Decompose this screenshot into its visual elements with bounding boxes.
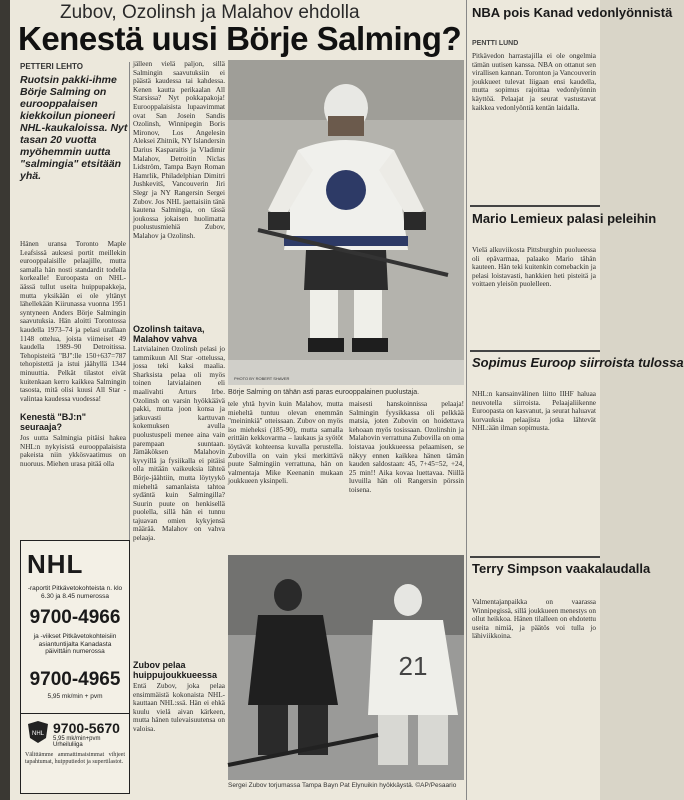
svg-text:21: 21: [398, 651, 428, 681]
sidebar-title: Kenestä "BJ:n" seuraaja?: [20, 412, 87, 432]
ad-phone-1: 9700-4966: [29, 607, 121, 628]
article-lead: Ruotsin pakki-ihme Börje Salming on eurooppalaisen kiekkoilun pioneeri NHL-kaukaloissa. Nyt tasan 20 vuotta myöhemmin uutta "salmingia" etsitään yhä.: [20, 74, 128, 182]
right-column-rule: [466, 0, 467, 800]
subheading-zubov: Zubov pelaa huippujoukkueessa: [133, 660, 218, 680]
right-divider-1: [470, 205, 600, 207]
article-column-2b: Latvialainen Ozolinsh pelasi jo tammikuun All Star -ottelussa, jossa teki kaksi maalia. Sharksista pelaa oli myös toinen latvialainen eli maalivahti Arturs Irbe. Ozolinsh on varsin hyökkäävä pakki, mutta joon konsa ja jatkuvasti karttuvan kokemuksen avulla puolustuspeli menee aina vain parempaan suuntaan. Jämäköksen Malahovin kyvyillä ja fysiikalla ei pitäisi olla mitään vaikeuksia lähteä Börje-jäähtiin, mutta löytyykö mieheltä samanlaista tahtoa sydäntä kuin Salmingilla? Suurin puute on henkisellä puolella, sillä hän ei tunnu tajuavan omien kykyjensä määrää. Malahov on vahva pelaaja.: [133, 345, 225, 543]
ad-subtitle: -raportit Pitkävetokohteista n. klo 6.30 ja 8.45 numerossa: [27, 585, 123, 600]
hockey-player-illustration: [228, 60, 464, 385]
ad-mid-text: ja -viikset Pitkävetokohteisiin asiantuntijalta Kanadasta päivittäin numerossa: [33, 633, 117, 655]
ad-bottom-label: 5,95 mk/min+pvm Urheiluliiga: [53, 736, 101, 748]
right-divider-3: [470, 556, 600, 558]
article-column-1: Hänen uransa Toronto Maple Leafsissä auksesi portit meillekin eurooppalaisille pelaajille, mutta samalla hän nosti standardit todella korkealle! Euroopasta on NHL-äässä tullut useita huippupakkeja, mutta yksikään ei ole yltänyt lähellekään Kiirunassa vuonna 1951 syntyneen Anders Börje Salmingin saavutuksia. Hän aloitti Torontossa kaudella 1973–74 ja pelasi urallaan 1148 ottelua, joista viimeiset 49 kaudella 1989–90 Detroitissa. Tehopisteitä "BJ":lle 150+637=787 tehopistettä ja istui jäähyllä 1344 minuuttia. Pelkät tilastot eivät kuitenkaan kerro kaikkea Salmingin tasosta, mitä olisi kuusi All Star -valintaa kaudessa vuodessa!: [20, 240, 126, 403]
article-column-3: tele yhtä hyvin kuin Malahov, mutta mieheltä tuntuu olevan enemmän "meininkiä" otteissaan. Zubov on myös iso mieheksi (185-90), mutta samalla erittäin kekkovarma – laukaus ja syötöt löytävät kohteensa kuvalla perustella. Zubovilla on vain yksi merkittävä puute Salmingiin verrattuna, hän on valmentaja Mike Keenanin mukaan joukkueen yksinpeli.: [228, 400, 343, 486]
right-headline-4: Terry Simpson vaakalaudalla: [472, 561, 651, 576]
right-text-2: Vielä alkuviikosta Pittsburghin puolueessa oli epävarmaa, palaako Mario tähän kauteen. Hän teki kuitenkin comebackin ja pelasi loistavasti, hankkien heti pisteitä ja voittaen yleisön puolelleen.: [472, 246, 596, 289]
ad-bottom-box: [21, 713, 129, 794]
nhl-logo-text: NHL: [27, 549, 84, 579]
subheading-ozolinsh: Ozolinsh taitava, Malahov vahva: [133, 324, 205, 344]
article-column-4: maisesti hanskoinnissa pelaaja! Salmingin fyysikkassa oli pelkkää matsia, joten Zubovin on hoidettava kehoaan myös tosissaan. Ozolinshin ja Malahovin verrattuna Zubovilla on oma loistavaa joukkueessa pelaamisen, se näkyy ennen kaikkea hänen tämän kauden saldostaan: 45, 7+45=52, +24, 25 min!! Aika kovaa luettavaa. Niillä luvuilla hän oli Rangersin pörssin toisena.: [349, 400, 464, 494]
right-headline-2: Mario Lemieux palasi peleihin: [472, 211, 657, 226]
right-headline-3: Sopimus Euroop siirroista tulossa: [472, 355, 684, 370]
right-text-4: Valmentajanpaikka on vaarassa Winnipegissä, sillä joukkueen menestys on ollut heikkoa. Hänen tilalleen on ehdotettu useita nimiä, ja päätös voi tulla jo lähiviikkoina.: [472, 598, 596, 641]
right-divider-2: [470, 350, 600, 352]
right-text-1: Pitkävedon harrastajilla ei ole ongelmia tämän uutisen kanssa. NBA on ottanut sen virallisen kannan. Toronton ja Vancouverin joukkueet tulevat liigaan ensi kaudella, mutta sopimus rajoittaa vedonlyönnin käyttöä. Pelaajat ja seurat vastustavat kaikkea vedonlyöntiä kentän laidalla.: [472, 52, 596, 112]
article-headline: Kenestä uusi Börje Salming?: [18, 20, 462, 57]
article-byline: PETTERI LEHTO: [20, 62, 83, 71]
photo-credit: PHOTO BY ROBERT SHAVER: [234, 376, 290, 381]
photo-zubov: [228, 555, 464, 780]
article-kicker: Zubov, Ozolinsh ja Malahov ehdolla: [60, 2, 360, 23]
nhl-advertisement: [20, 540, 130, 794]
right-headline-1: NBA pois Kanad vedonlyönnistä: [472, 5, 673, 20]
nhl-shield-icon: [27, 720, 49, 744]
sidebar-text: Jos uutta Salmingia pitäisi hakea NHL:n nykyisistä eurooppalaisista pakeista niin ykkösvaatimus on nuoruus. Miehen urasa pitää olla: [20, 434, 126, 468]
ad-fine-print: Välittämme ammattimaisimmat vihjeet tapahtumat, huipputiedot ja supertilastot.: [25, 752, 125, 765]
photo-salming: [228, 60, 464, 385]
svg-text:NHL: NHL: [31, 731, 45, 737]
right-byline-1: PENTTI LUND: [472, 40, 519, 47]
photo-main-caption: Börje Salming on tähän asti paras eurooppalainen puolustaja.: [228, 389, 420, 396]
hockey-action-illustration: [228, 555, 464, 780]
photo-bottom-caption: Sergei Zubov torjumassa Tampa Bayn Pat Elynuikin hyökkäystä. ©AP/Pesaario: [228, 782, 457, 789]
right-text-3: NHL:n kansainvälinen liitto IIHF haluaa neuvotella siirroista. Pelaajaliikenne Euroopasta on kasvanut, ja seurat haluavat korvauksia pelaajista jotka lähtevät NHL:ään ilman sopimusta.: [472, 390, 596, 433]
ad-phone-3: 9700-5670: [53, 720, 120, 736]
right-column: [470, 0, 684, 800]
article-column-2c: Entä Zubov, joka pelaa ensimmäistä kokonaista NHL-kauttaan NHL:ssä. Hän ei ehkä kuulu vielä aivan kärkeen, mutta hänen tulevaisuutensa on valoisa.: [133, 682, 225, 733]
ad-price: 5,95 mk/min + pvm: [47, 693, 103, 700]
page-fold-shadow: [0, 0, 10, 800]
article-column-2: jälleen vielä paljon, sillä Salmingin saavutuksiin ei päästä kaudessa tai kahdessa. Kenen kautta perikaalan All Starsissa? Nyt pokkapakoja! Eurooppalaisista lupaavimmat ovat San Josein Sandis Ozolinsh, Winnipegin Boris Mironov, Los Angelesin Aleksei Zhitnik, NY Islandersin Darius Kasparaitis ja Vladimir Malahov, Detroitin Niclas Lidström, Tampa Bayn Roman Hamrlik, Philadelphian Dimitri Jushkevitš, Vancouverin Jiri Slegr ja NY Rangersin Sergei Zubov. Jos NHL jaettaisiin tänä kautena Salmingia, on tässä joukossa jokaisen huolimatta puolustusmiehiä Zubov, Malahov ja Ozolinsh.: [133, 60, 225, 240]
ad-phone-2: 9700-4965: [29, 669, 121, 690]
